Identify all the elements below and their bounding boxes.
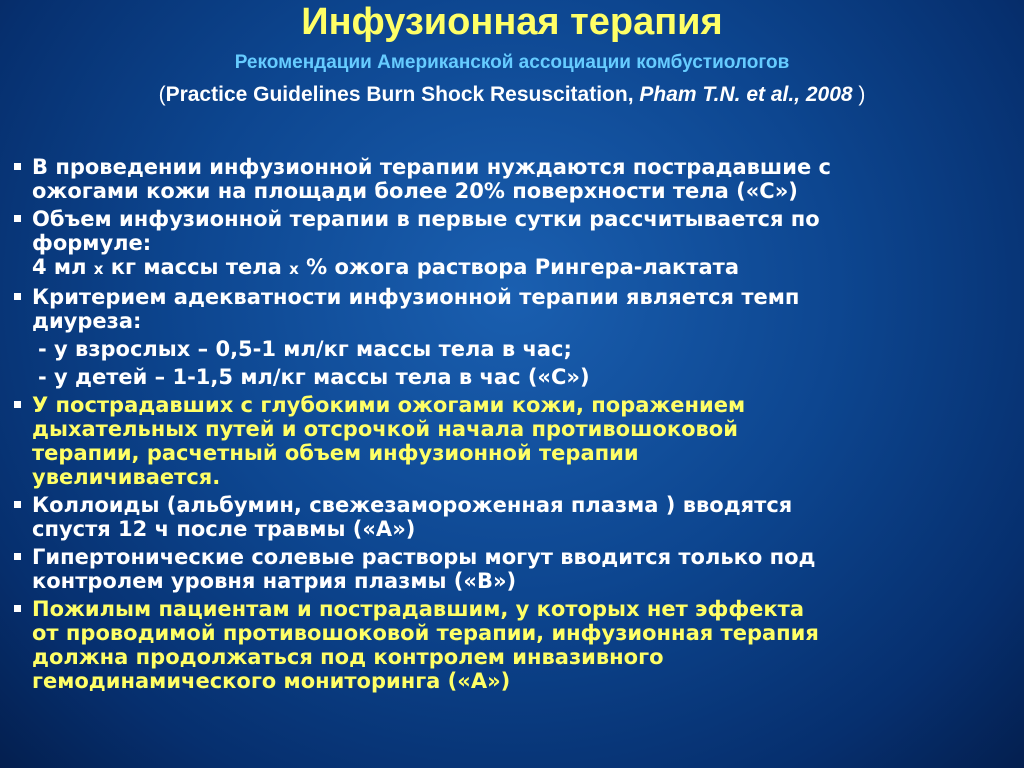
list-item-line: Пожилым пациентам и пострадавшим, у которых нет эффекта (32, 597, 805, 621)
list-item-line: контролем уровня натрия плазмы («В») (32, 569, 517, 593)
list-item-line: У пострадавших с глубокими ожогами кожи, поражением (32, 393, 746, 417)
list-item-line: терапии, расчетный объем инфузионной терапии (32, 441, 639, 465)
list-item (12, 545, 1012, 593)
list-item (12, 493, 1012, 541)
list-item-line: ожогами кожи на площади более 20% поверхности тела («С») (32, 179, 798, 203)
list-item-line: гемодинамического мониторинга («А») (32, 669, 511, 693)
reference-title: Practice Guidelines Burn Shock Resuscitation, (165, 83, 640, 106)
list-item-highlighted (12, 393, 1012, 489)
formula-part: кг массы тела (103, 255, 290, 279)
square-bullet-icon (14, 605, 21, 612)
bullet-list (12, 155, 1012, 697)
list-item-line: диуреза: (32, 309, 142, 333)
list-item-line: Гипертонические солевые растворы могут вводится только под (32, 545, 816, 569)
list-item (12, 285, 1012, 389)
list-item (12, 207, 1012, 281)
list-item-line: дыхательных путей и отсрочкой начала противошоковой (32, 417, 738, 441)
square-bullet-icon (14, 401, 21, 408)
list-item-line: должна продолжаться под контролем инвазивного (32, 645, 664, 669)
square-bullet-icon (14, 293, 21, 300)
multiply-sign: х (93, 260, 104, 278)
list-item-line: Критерием адекватности инфузионной терапии является темп (32, 285, 800, 309)
sub-item-children: - у детей – 1-1,5 мл/кг массы тела в час («С») (38, 365, 590, 389)
reference-citation (0, 82, 1024, 108)
formula-part: 4 мл (32, 255, 94, 279)
square-bullet-icon (14, 215, 21, 222)
square-bullet-icon (14, 553, 21, 560)
reference-open-paren: ( (158, 83, 166, 106)
multiply-sign: х (289, 260, 299, 278)
sub-item-adults: - у взрослых – 0,5-1 мл/кг массы тела в час; (38, 337, 572, 361)
slide-title: Инфузионная терапия (301, 1, 723, 43)
formula-line (32, 255, 1012, 281)
list-item-line: увеличивается. (32, 465, 221, 489)
list-item-line: от проводимой противошоковой терапии, инфузионная терапия (32, 621, 819, 645)
list-item-line: спустя 12 ч после травмы («А») (32, 517, 416, 541)
list-item-line: В проведении инфузионной терапии нуждаются пострадавшие с (32, 155, 831, 179)
reference-close-paren: ) (852, 83, 866, 106)
list-item-highlighted (12, 597, 1012, 693)
list-item-line: Объем инфузионной терапии в первые сутки рассчитывается по (32, 207, 820, 231)
formula-part: % ожога раствора Рингера-лактата (298, 255, 739, 279)
list-item-line: формуле: (32, 231, 152, 255)
square-bullet-icon (14, 163, 21, 170)
reference-author: Pham T.N. et al., 2008 (639, 83, 853, 106)
list-item-line: Коллоиды (альбумин, свежезамороженная плазма ) вводятся (32, 493, 793, 517)
slide-subtitle: Рекомендации Американской ассоциации комбустиологов (234, 52, 790, 73)
square-bullet-icon (14, 501, 21, 508)
list-item (12, 155, 1012, 203)
